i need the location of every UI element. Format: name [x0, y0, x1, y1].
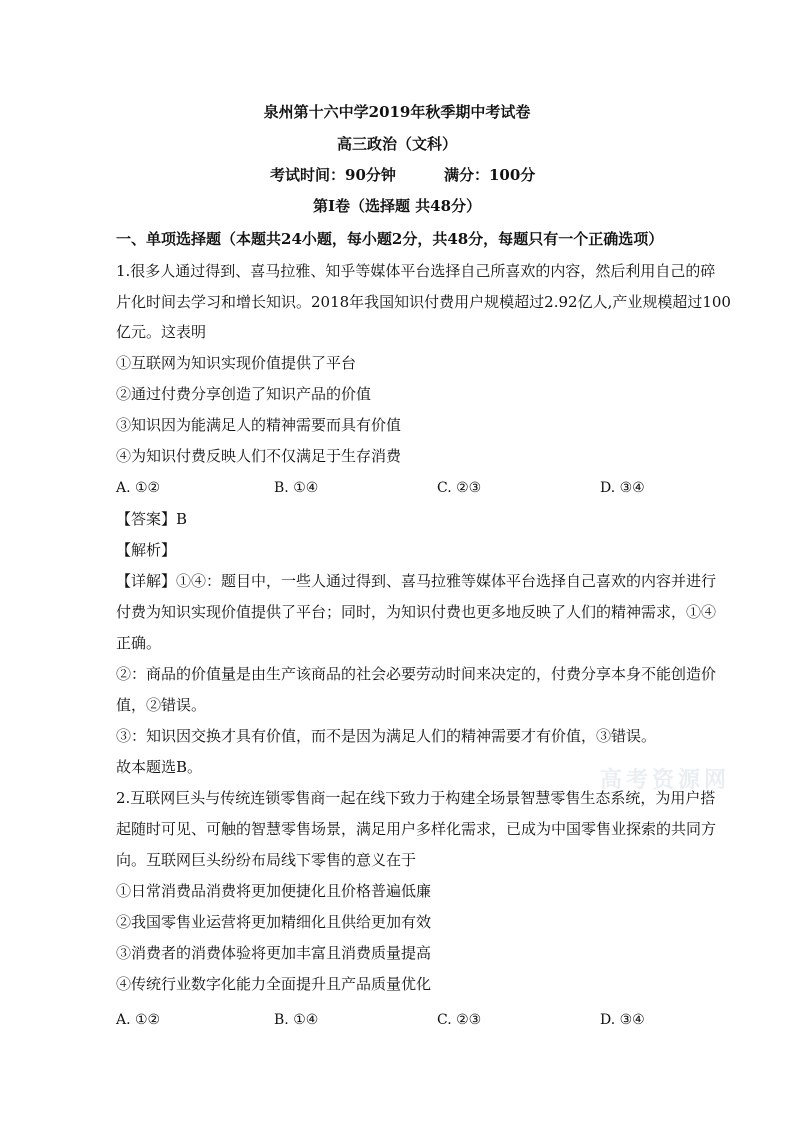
q1-statement: ②通过付费分享创造了知识产品的价值: [116, 385, 372, 403]
q2-stem-line: 2.互联网巨头与传统连锁零售商一起在线下致力于构建全场景智慧零售生态系统，为用户搭: [116, 789, 716, 807]
q2-statement: ①日常消费品消费将更加便捷化且价格普遍低廉: [116, 882, 432, 900]
q2-statement: ③消费者的消费体验将更加丰富且消费质量提高: [116, 944, 432, 962]
q1-answer: 【答案】B: [116, 510, 188, 528]
q1-detail-line: 故本题选B。: [116, 758, 203, 776]
q1-stem-line: 1.很多人通过得到、喜马拉雅、知乎等媒体平台选择自己所喜欢的内容，然后利用自己的碎: [116, 262, 716, 280]
q2-option-c: C. ②③: [437, 1012, 482, 1028]
q1-statement: ①互联网为知识实现价值提供了平台: [116, 354, 357, 372]
q1-detail-line: 正确。: [116, 634, 162, 652]
volume-title: 第Ⅰ卷（选择题 共48分）: [312, 197, 482, 215]
q1-stem-line: 亿元。这表明: [116, 323, 207, 341]
q2-option-b: B. ①④: [274, 1012, 319, 1028]
watermark: 高考资源网: [600, 767, 731, 793]
q2-stem-line: 向。互联网巨头纷纷布局线下零售的意义在于: [116, 851, 417, 869]
q1-analysis-label: 【解析】: [116, 541, 177, 559]
q1-option-a: A. ①②: [116, 480, 161, 496]
q2-stem-line: 起随时可见、可触的智慧零售场景，满足用户多样化需求，已成为中国零售业探索的共同方: [116, 820, 717, 838]
q1-option-b: B. ①④: [274, 480, 319, 496]
q1-detail-line: 值，②错误。: [116, 696, 207, 714]
q2-option-a: A. ①②: [116, 1012, 161, 1028]
section-heading: 一、单项选择题（本题共24小题，每小题2分，共48分，每题只有一个正确选项）: [116, 230, 664, 248]
q1-detail-line: ③：知识因交换才具有价值，而不是因为满足人们的精神需要才有价值，③错误。: [116, 727, 657, 745]
full-score: 满分：100分: [444, 166, 536, 184]
exam-title: 泉州第十六中学2019年秋季期中考试卷: [263, 103, 531, 121]
q1-detail-line: ②：商品的价值量是由生产该商品的社会必要劳动时间来决定的，付费分享本身不能创造价: [116, 665, 717, 683]
q2-statement: ②我国零售业运营将更加精细化且供给更加有效: [116, 913, 432, 931]
q1-option-c: C. ②③: [437, 480, 482, 496]
q2-statement: ④传统行业数字化能力全面提升且产品质量优化: [116, 975, 432, 993]
q1-detail-line: 【详解】①④：题目中，一些人通过得到、喜马拉雅等媒体平台选择自己喜欢的内容并进行: [116, 572, 717, 590]
subject-title: 高三政治（文科）: [336, 135, 457, 153]
q1-statement: ④为知识付费反映人们不仅满足于生存消费: [116, 447, 402, 465]
q2-option-d: D. ③④: [600, 1012, 645, 1028]
q1-stem-line: 片化时间去学习和增长知识。2018年我国知识付费用户规模超过2.92亿人,产业规模超过100: [116, 293, 731, 311]
q1-option-d: D. ③④: [600, 480, 645, 496]
q1-detail-line: 付费为知识实现价值提供了平台；同时，为知识付费也更多地反映了人们的精神需求，①④: [116, 603, 717, 621]
exam-time: 考试时间：90分钟: [270, 166, 396, 184]
q1-statement: ③知识因为能满足人的精神需要而具有价值: [116, 416, 402, 434]
